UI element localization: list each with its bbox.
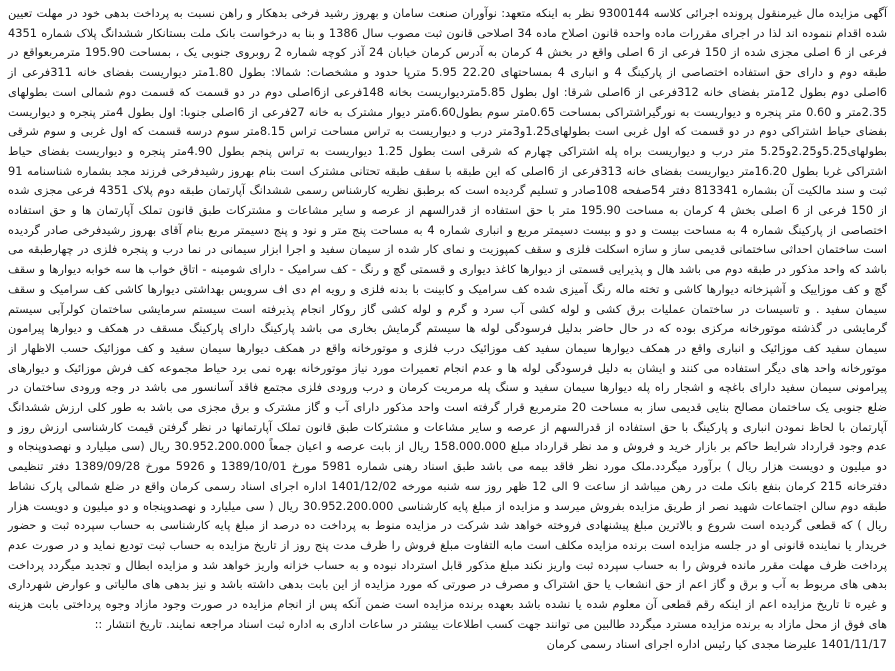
notice-body: آگهی مزایده مال غیرمنقول پرونده اجرائی کلاسه 9300144 نظر به اینکه متعهد: نوآوران صنعت سامان و بهروز رشید فرخی بدهکار و راهن نسبت به پرداخت بدهی خود در مهلت تعیین شده اقدام ننموده اند لذا در اجرای مقررات ماده واحده قانون اصلاح ماده 34 اصلاحی قانون ثبت مصوب سال 1386 و بنا به درخواست بانک ملت بستانکار ششدانگ پلاک شماره 4351 فرعی از 6 اصلی مجزی شده از 150 فرعی از 6 اصلی واقع در بخش 4 کرمان به آدرس کرمان خیابان 24 آذر کوچه شماره 2 روبروی جنوبی یک ، بمساحت 195.90 مترمربعواقع در طبقه دوم و دارای حق استفاده اختصاصی از پارکینگ 4 و انباری 4 بمساحتهای 22.20 5.95 مترپا حدود و مشخصات: شمالا: بطول 1.80متر دیواریست بفضای خانه 311فرعی از 6اصلی دوم بطول 12متر بفضای خانه 312فرعی از 6اصلی شرقا: اول بطول 5.85متردیواریست بخانه 148فرعی از6اصلی دوم در دو قسمت که قسمت دوم شمالی است بطولهای 2.35متر و 0.60 متر پنجره و دیواریست به نورگیراشتراکی بمساحت 0.65متر سوم بطول6.60متر دیوار مشترک به خانه 27فرعی از 6اصلی جنوبا: اول بطول 4متر پنجره و دیواریست بفضای حیاط اشتراکی دوم در دو قسمت که اول غربی است بطولهای1.25و3متر درب و دیواریست به تراس مساحت تراس 8.15متر سوم درسه قسمت که اول غربی و سوم شرقی بطولهای5.25و2.25و5.25 متر درب و دیواریست براه پله اشتراکی چهارم که شرقی است بطول 1.25 دیواریست به تراس پنجم بطول 4.90متر پنجره و دیواریست بفضای حیاط اشتراکی غربا بطول 16.20متر دیواریست بفضای خانه 313فرعی از 6اصلی که این طبقه با سقف طبقه تحتانی مشترک است بنام بهروز رشیدفرخی فرزند مجد بشماره شناسنامه 91 ثبت و سند مالکیت آن بشماره 813341 دفتر 54صفحه 108صادر و تسلیم گردیده است که برطبق نظریه کارشناس رسمی ششدانگ آپارتمان طبقه دوم پلاک 4351 فرعی مجزی شده از 150 فرعی از 6 اصلی بخش 4 کرمان به مساحت 195.90 متر با حق استفاده از قدرالسهم از عرصه و سایر مشاعات و مشترکات طبق قانون تملک آپارتمان ها و حق استفاده اختصاصی از پارکینگ شماره 4 به مساحت بیست و دو و بیست دسیمتر مربع و انباری شماره 4 به مساحت پنج متر و نود و پنج دسیمتر مربع بنام آقای بهروز رشیدفرخی صادر گردیده است ساختمان احداثی ساختمانی قدیمی ساز و سازه اسکلت فلزی و سقف کمپوزیت و نمای کار شده از سیمان سفید و اجرا ابزار سیمانی در نما درب و پنجره فلزی در چهارطبقه می باشد که واحد مذکور در طبقه دوم می باشد هال و پذیرایی قسمتی از دیوارها کاغذ دیواری و قسمتی گچ و رنگ - کف سرامیک - دارای شومینه - اتاق خواب ها سه خوابه دیوارها و سقف گچ و کف موزاییک و آشپزخانه دیوارها کاشی و تخته ماله رنگ آمیزی شده کف سرامیک و کابینت با بدنه فلزی و رویه ام دی اف سرویس بهداشتی دیوارها کاشی کف سرامیک و سقف سیمان سفید . و تاسیسات در ساختمان عملیات برق کشی و لوله کشی آب سرد و گرم و لوله کشی گاز روکار انجام پذیرفته است سیستم سرمایشی ساختمان کولرآبی سیستم گرمایشی در گذشته موتورخانه مرکزی بوده که در حال حاضر بدلیل فرسودگی لوله ها سیستم گرمایش بخاری می باشد پارکینگ دارای پارکینگ مسقف در همکف و دیوارها پیرامون سیمان سفید کف موزائیک و انباری واقع در همکف دیوارها سیمان سفید کف موزائیک درب فلزی و موتورخانه واقع در همکف دیوارها سیمان سفید و کف موزائیک حسب الاظهار از موتورخانه واحد های دیگر استفاده می کنند و ایشان به دلیل فرسودگی لوله ها و عدم انجام تعمیرات مورد نیاز موتورخانه بهره نمی برد حیاط مجموعه کف فرش موزائیک و دیوارهای پیرامونی سیمان سفید دارای باغچه و اشجار راه پله دیوارها سیمان سفید و سنگ پله مرمریت کرمان و درب ورودی فلزی مجتمع فاقد آسانسور می باشد در وجه ورودی ساختمان در ضلع جنوبی یک ساختمان مصالح بنایی قدیمی ساز به مساحت 20 مترمربع قرار گرفته است واحد مذکور دارای آب و گاز مشترک و برق مجزی می باشد به طور کلی ارزش ششدانگ آپارتمان با لحاظ نمودن انباری و پارکینگ با حق استفاده از قدرالسهم از عرصه و سایر مشاعات و مشترکات طبق قانون تملک آپارتمانها در نظر گرفتن قیمت کارشناسی ارزش روز و عدم وجود قرارداد شرایط حاکم بر بازار خرید و فروش و مد نظر قرارداد مبلغ 158.000.000 ریال از بابت عرصه و اعیان جمعاً 30.952.200.000 ریال (سی میلیارد و نهصدوپنجاه و دو میلیون و دویست هزار ریال ) برآورد میگردد.ملک مورد نظر فاقد بیمه می باشد طبق اسناد رهنی شماره 5981 مورخ 1389/10/01 و 5926 مورخ 1389/09/28 دفتر تنظیمی دفترخانه 215 کرمان بنفع بانک ملت در رهن میباشد از ساعت 9 الی 12 ظهر روز سه شنبه مورخه 1401/12/02 اداره اجرای اسناد رسمی کرمان واقع در ضلع شمالی پارک نشاط طبقه دوم سالن اجتماعات شهید نصر از طریق مزایده بفروش میرسد و مزایده از مبلغ پایه کارشناسی 30.952.200.000 ریال ( سی میلیارد و نهصدوپنجاه و دو میلیون و دویست هزار ریال ) که قطعی گردیده است شروع و بالاترین مبلغ پیشنهادی فروخته خواهد شد شرکت در مزایده منوط به پرداخت ده درصد از مبلغ پایه کارشناسی به حساب سپرده ثبت و حضور خریدار یا نماینده قانونی او در جلسه مزایده است برنده مزایده مکلف است مابه التفاوت مبلغ فروش را ظرف مدت پنج روز از تاریخ مزایده به حساب ثبت تودیع نماید و در صورت عدم پرداخت ظرف مهلت مقرر مانده فروش را به حساب سپرده ثبت واریز نکند مبلغ مذکور قابل استرداد نبوده و به حساب خزانه واریز خواهد شد و مزایده ابطال و تجدید میگردد پرداخت بدهی های مربوط به آب و برق و گاز اعم از حق انشعاب یا حق اشتراک و مصرف در صورتی که مورد مزایده از این بابت بدهی داشته باشد و نیز بدهی های مالیاتی و عوارض شهرداری و غیره تا تاریخ مزایده اعم از اینکه رقم قطعی آن معلوم شده یا نشده باشد بعهده برنده مزایده است ضمن آنکه پس از انجام مزایده در صورت وجود مازاد وجوه پرداختی بابت هزینه های فوق از محل مازاد به برنده مزایده مسترد میگردد طالبین می توانند جهت کسب اطلاعات بیشتر در ساعات اداری به اداره ثبت اسناد مراجعه نمایند. تاریخ انتشار :: xyxy=(8,6,888,631)
notice-footer: 1401/11/17 علیرضا مجدی کیا رئیس اداره اجرای اسناد رسمی کرمان xyxy=(546,636,887,651)
